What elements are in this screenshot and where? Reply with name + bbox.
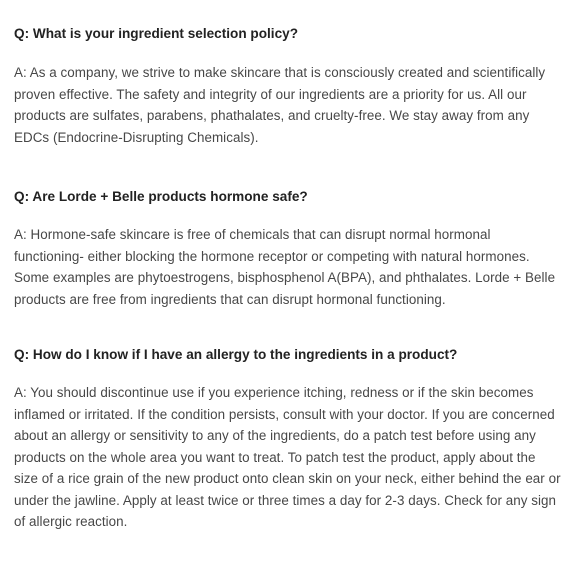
faq-answer-line: products on the whole area you want to treat. To patch test the product, apply about the <box>14 449 536 465</box>
faq-answer-line: under the jawline. Apply at least twice or three times a day for 2-3 days. Check for any sign <box>14 492 557 508</box>
faq-answer <box>14 62 572 148</box>
faq-answer-line: products are free from ingredients that can disrupt hormonal functioning. <box>14 291 446 307</box>
faq-answer-line: inflamed or irritated. If the condition persists, consult with your doctor. If you are concerned <box>14 406 555 422</box>
faq-item-hormone-safe <box>14 189 572 310</box>
faq-item-allergy <box>14 347 572 533</box>
faq-answer-line: functioning- either blocking the hormone receptor or competing with natural hormones. <box>14 248 530 264</box>
faq-answer-line: EDCs (Endocrine-Disrupting Chemicals). <box>14 129 259 145</box>
faq-answer-line: A: Hormone-safe skincare is free of chemicals that can disrupt normal hormonal <box>14 227 491 242</box>
faq-question: Q: What is your ingredient selection policy? <box>14 26 298 41</box>
faq-answer-line: A: As a company, we strive to make skincare that is consciously created and scientifically <box>14 65 546 80</box>
faq-answer-line: products are sulfates, parabens, phathalates, and cruelty-free. We stay away from any <box>14 108 530 123</box>
faq-question: Q: Are Lorde + Belle products hormone safe? <box>14 189 308 204</box>
faq-item-ingredient-policy <box>14 26 572 148</box>
faq-question: Q: How do I know if I have an allergy to the ingredients in a product? <box>14 347 458 362</box>
faq-answer-line: about an allergy or sensitivity to any of the ingredients, do a patch test before using any <box>14 428 536 443</box>
faq-answer-line: A: You should discontinue use if you experience itching, redness or if the skin becomes <box>14 385 534 400</box>
faq-answer-line: proven effective. The safety and integrity of our ingredients are a priority for us. All our <box>14 86 527 102</box>
faq-answer-line: Some examples are phytoestrogens, bisphosphenol A(BPA), and phthalates. Lorde + Belle <box>14 270 556 285</box>
faq-answer <box>14 382 572 533</box>
faq-answer-line: size of a rice grain of the new product onto clean skin on your neck, either behind the ear or <box>14 471 561 486</box>
faq-answer-line: of allergic reaction. <box>14 514 128 529</box>
faq-answer <box>14 224 572 310</box>
